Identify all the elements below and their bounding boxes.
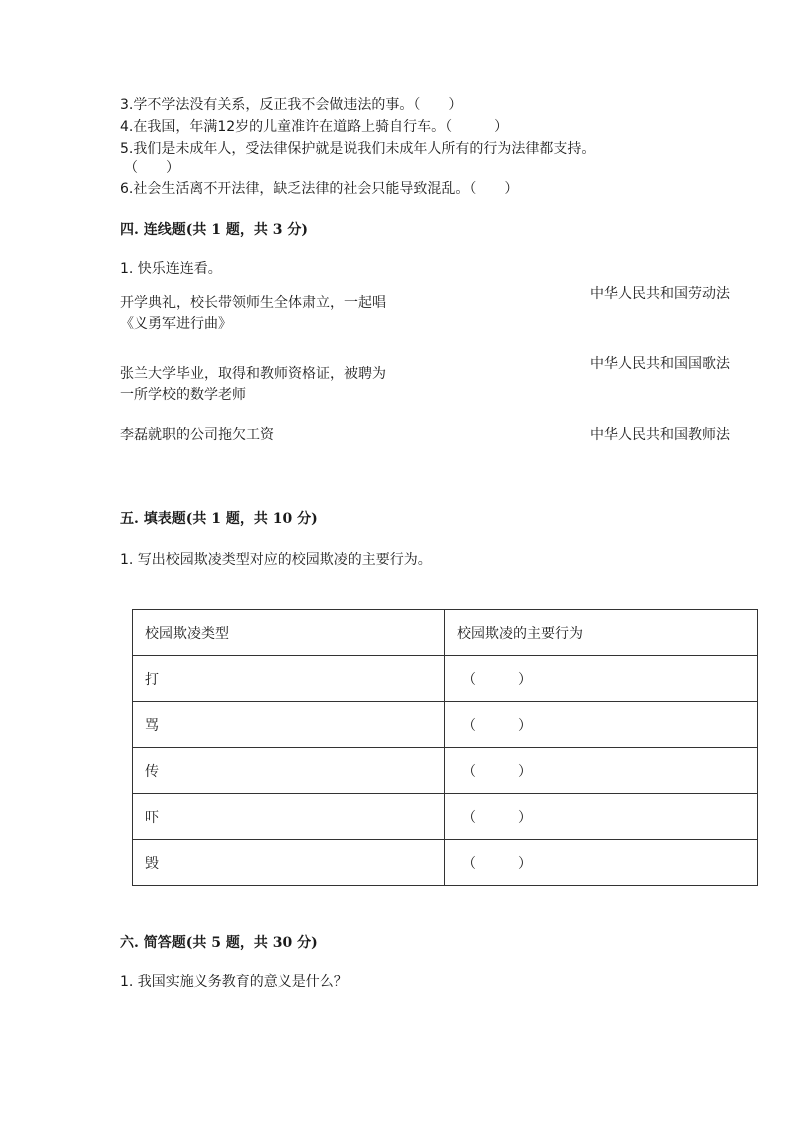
table-cell-answer[interactable]: （ ） (445, 656, 758, 702)
table-cell-type: 打 (133, 656, 445, 702)
tf-item-3: 3.学不学法没有关系，反正我不会做违法的事。（ ） (120, 97, 463, 113)
table-header-type: 校园欺凌类型 (133, 610, 445, 656)
table-cell-type: 吓 (133, 794, 445, 840)
section-4-question: 1. 快乐连连看。 (120, 261, 222, 277)
table-row (133, 748, 758, 794)
tf-item-4: 4.在我国，年满12岁的儿童准许在道路上骑自行车。（ ） (120, 119, 509, 135)
match-left-2-line2: 一所学校的数学老师 (120, 387, 246, 403)
tf-item-5-paren: （ ） (124, 160, 180, 176)
section-5-question: 1. 写出校园欺凌类型对应的校园欺凌的主要行为。 (120, 552, 432, 568)
match-left-3-line1: 李磊就职的公司拖欠工资 (120, 427, 274, 443)
table-row (133, 656, 758, 702)
match-right-1[interactable]: 中华人民共和国劳动法 (590, 286, 730, 302)
table-row (133, 702, 758, 748)
table-header-behavior: 校园欺凌的主要行为 (445, 610, 758, 656)
tf-item-6: 6.社会生活离不开法律，缺乏法律的社会只能导致混乱。（ ） (120, 181, 519, 197)
section-5-heading: 五. 填表题(共 1 题，共 10 分) (120, 511, 318, 527)
table-cell-answer[interactable]: （ ） (445, 748, 758, 794)
match-left-2[interactable] (120, 364, 386, 406)
match-left-1[interactable] (120, 293, 386, 335)
table-header-row (133, 610, 758, 656)
bullying-table (132, 609, 758, 886)
match-left-3[interactable] (120, 425, 274, 446)
match-left-2-line1: 张兰大学毕业，取得和教师资格证，被聘为 (120, 366, 386, 382)
section-6-question: 1. 我国实施义务教育的意义是什么？ (120, 974, 348, 990)
match-right-2[interactable]: 中华人民共和国国歌法 (590, 356, 730, 372)
table-cell-type: 毁 (133, 840, 445, 886)
section-6-heading: 六. 简答题(共 5 题，共 30 分) (120, 935, 318, 951)
table-cell-answer[interactable]: （ ） (445, 702, 758, 748)
table-cell-type: 传 (133, 748, 445, 794)
tf-item-5: 5.我们是未成年人，受法律保护就是说我们未成年人所有的行为法律都支持。 (120, 141, 596, 157)
match-left-1-line1: 开学典礼，校长带领师生全体肃立，一起唱 (120, 295, 386, 311)
table-cell-answer[interactable]: （ ） (445, 794, 758, 840)
table-cell-type: 骂 (133, 702, 445, 748)
table-row (133, 794, 758, 840)
table-cell-answer[interactable]: （ ） (445, 840, 758, 886)
match-left-1-line2: 《义勇军进行曲》 (120, 316, 232, 332)
section-4-heading: 四. 连线题(共 1 题，共 3 分) (120, 222, 308, 238)
match-right-3[interactable]: 中华人民共和国教师法 (590, 427, 730, 443)
table-row (133, 840, 758, 886)
